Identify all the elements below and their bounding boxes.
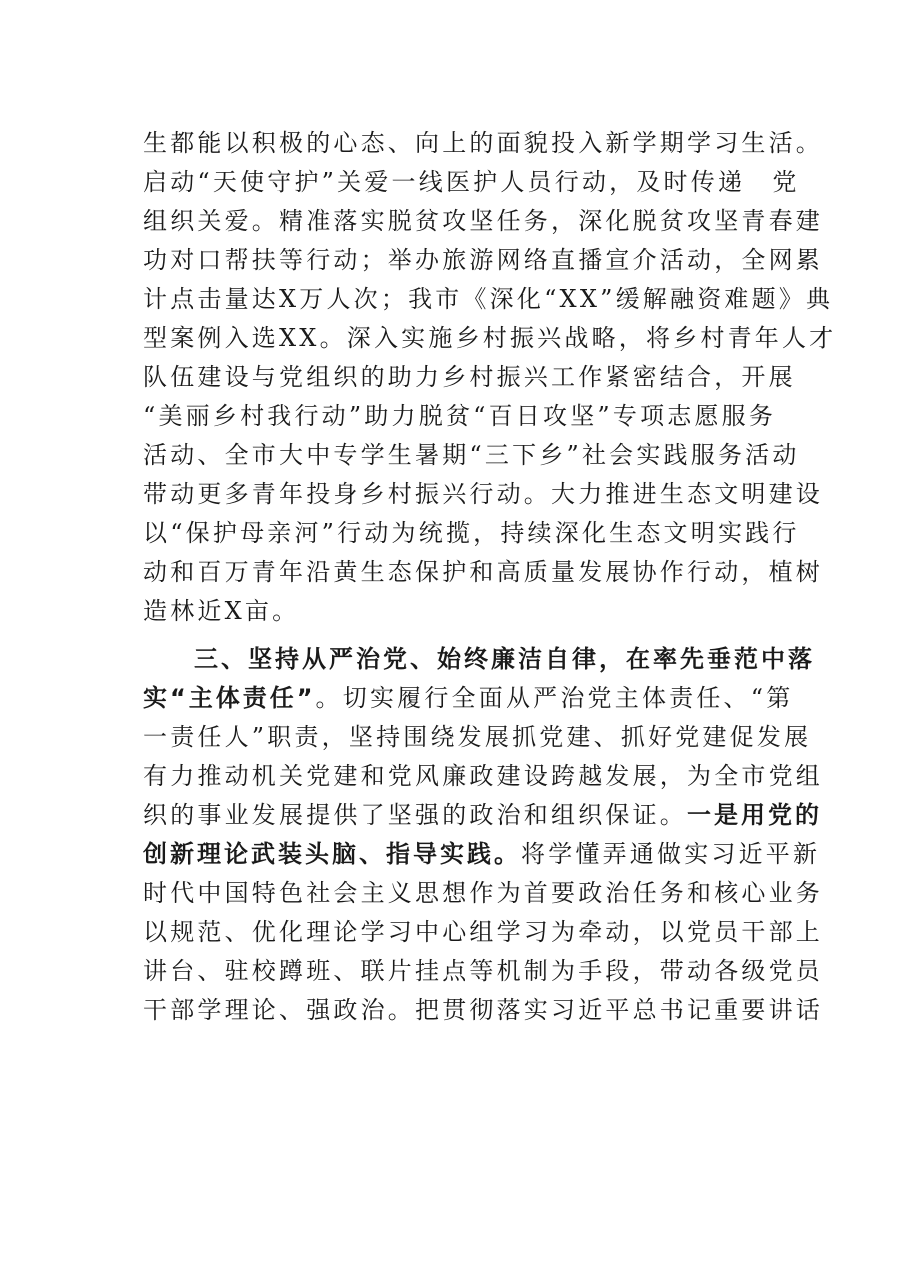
paragraph-line xyxy=(143,679,794,718)
paragraph-line xyxy=(143,436,800,475)
paragraph-line xyxy=(143,757,823,796)
paragraph-line xyxy=(143,952,823,991)
bold-text-segment: 一是用党的 xyxy=(687,801,822,829)
paragraph-line xyxy=(143,475,823,514)
paragraph-line xyxy=(143,553,823,592)
paragraph-line xyxy=(143,358,796,397)
paragraph-line xyxy=(143,835,821,874)
text-segment: 动和百万青年沿黄生态保护和高质量发展协作行动，植树 xyxy=(143,558,823,586)
text-segment: 启动“天使守护”关爱一线医护人员行动，及时传递 党 xyxy=(143,168,800,196)
text-segment: 带动更多青年投身乡村振兴行动。大力推进生态文明建设 xyxy=(143,480,823,508)
text-segment: 有力推动机关党建和党风廉政建设跨越发展，为全市党组 xyxy=(143,762,823,790)
document-body xyxy=(143,124,837,1030)
text-segment: 织的事业发展提供了坚强的政治和组织保证。 xyxy=(143,801,687,829)
text-segment: 造林近X亩。 xyxy=(143,597,300,625)
paragraph-line xyxy=(143,874,823,913)
text-segment: 活动、全市大中专学生暑期“三下乡”社会实践服务活动 xyxy=(143,441,800,469)
text-segment: “美丽乡村我行动”助力脱贫“百日攻坚”专项志愿服务 xyxy=(143,402,777,430)
paragraph-line xyxy=(143,319,837,358)
paragraph-line xyxy=(143,202,823,241)
text-segment: 。切实履行全面从严治党主体责任、“第 xyxy=(315,684,794,712)
paragraph-line xyxy=(143,796,822,835)
text-segment: 干部学理论、强政治。把贯彻落实习近平总书记重要讲话 xyxy=(143,996,823,1024)
text-segment: 生都能以积极的心态、向上的面貌投入新学期学习生活。 xyxy=(143,129,823,157)
text-segment: 以规范、优化理论学习中心组学习为牵动，以党员干部上 xyxy=(143,918,823,946)
text-segment: 时代中国特色社会主义思想作为首要政治任务和核心业务 xyxy=(143,879,823,907)
text-segment: 组织关爱。精准落实脱贫攻坚任务，深化脱贫攻坚青春建 xyxy=(143,207,823,235)
text-segment: 队伍建设与党组织的助力乡村振兴工作紧密结合，开展 xyxy=(143,363,796,391)
text-segment: 一责任人”职责，坚持围绕发展抓党建、抓好党建促发展 xyxy=(143,723,812,751)
text-segment: 以“保护母亲河”行动为统揽，持续深化生态文明实践行 xyxy=(143,519,800,547)
paragraph-line xyxy=(143,241,823,280)
paragraph-line xyxy=(143,280,834,319)
paragraph-line xyxy=(143,397,777,436)
paragraph-line xyxy=(143,514,800,553)
bold-text-segment: 创新理论武装头脑、指导实践。 xyxy=(143,840,521,868)
text-segment: 计点击量达X万人次；我市《深化“XX”缓解融资难题》典 xyxy=(143,285,834,313)
text-segment: 将学懂弄通做实习近平新 xyxy=(521,840,821,868)
text-segment: 讲台、驻校蹲班、联片挂点等机制为手段，带动各级党员 xyxy=(143,957,823,985)
section-heading-line xyxy=(143,640,815,679)
paragraph-line xyxy=(143,913,823,952)
paragraph-line xyxy=(143,592,773,631)
paragraph-line xyxy=(143,163,800,202)
text-segment: 功对口帮扶等行动；举办旅游网络直播宣介活动，全网累 xyxy=(143,246,823,274)
paragraph-line xyxy=(143,124,823,163)
bold-text-segment: 三、坚持从严治党、始终廉洁自律，在率先垂范中落 xyxy=(194,645,815,673)
bold-text-segment: 实“主体责任” xyxy=(143,684,316,712)
text-segment: 型案例入选XX。深入实施乡村振兴战略，将乡村青年人才 xyxy=(143,324,837,352)
paragraph-line xyxy=(143,718,812,757)
paragraph-line xyxy=(143,991,823,1030)
